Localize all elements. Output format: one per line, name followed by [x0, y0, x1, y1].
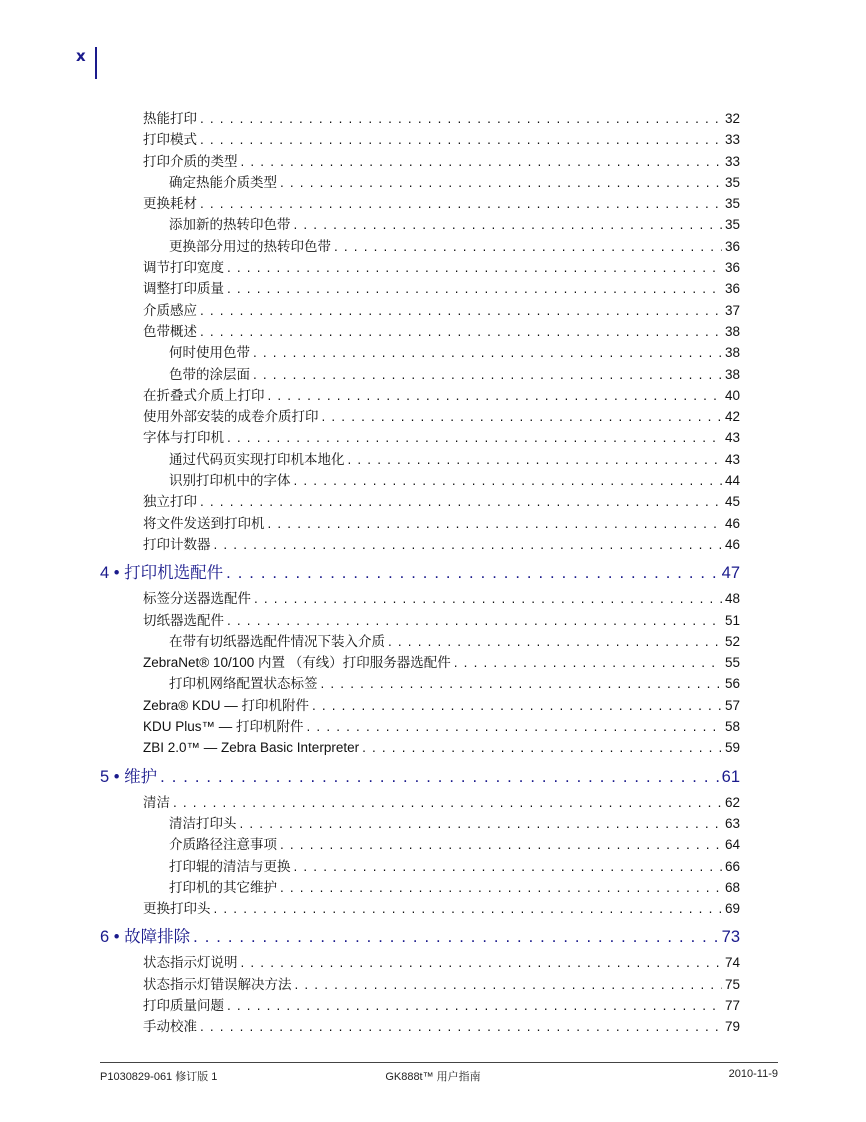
- toc-leader-dots: [200, 491, 722, 512]
- toc-entry-title: 识别打印机中的字体: [169, 473, 291, 489]
- toc-entry-title: 打印计数器: [143, 536, 211, 552]
- toc-entry-page: 73: [721, 928, 740, 947]
- toc-leader-dots: [454, 652, 722, 673]
- toc-leader-dots: [322, 406, 722, 427]
- toc-entry[interactable]: [100, 129, 740, 150]
- toc-entry-page: 48: [724, 591, 740, 607]
- toc-entry-title: ZebraNet® 10/100 内置 （有线）打印服务器选配件: [143, 655, 451, 671]
- toc-entry-title: 5 • 维护: [100, 767, 158, 786]
- toc-entry-title: 手动校准: [143, 1019, 197, 1035]
- toc-entry-page: 59: [724, 740, 740, 756]
- toc-entry-title: 通过代码页实现打印机本地化: [169, 451, 345, 467]
- toc-entry[interactable]: [100, 737, 740, 758]
- toc-entry-page: 57: [724, 697, 740, 713]
- toc-entry-title: 在折叠式介质上打印: [143, 387, 265, 403]
- toc-entry-page: 68: [724, 879, 740, 895]
- toc-entry[interactable]: [100, 856, 740, 877]
- toc-entry-page: 79: [724, 1019, 740, 1035]
- toc-entry-title: 介质感应: [143, 302, 197, 318]
- toc-entry[interactable]: [100, 898, 740, 919]
- toc-leader-dots: [294, 856, 722, 877]
- toc-entry-page: 38: [724, 345, 740, 361]
- toc-entry[interactable]: [100, 385, 740, 406]
- toc-leader-dots: [200, 129, 722, 150]
- toc-entry-page: 42: [724, 409, 740, 425]
- toc-entry-title: 添加新的热转印色带: [169, 217, 291, 233]
- toc-entry[interactable]: [100, 952, 740, 973]
- toc-entry-title: 清洁打印头: [169, 815, 237, 831]
- toc-entry-page: 56: [724, 676, 740, 692]
- toc-entry[interactable]: [100, 491, 740, 512]
- toc-entry-title: 打印介质的类型: [143, 153, 238, 169]
- toc-entry-title: 6 • 故障排除: [100, 928, 191, 947]
- toc-entry-title: 热能打印: [143, 111, 197, 126]
- toc-entry-title: 色带的涂层面: [169, 366, 250, 382]
- toc-entry[interactable]: [100, 470, 740, 491]
- toc-entry-title: 状态指示灯错误解决方法: [143, 976, 292, 992]
- toc-entry-title: 确定热能介质类型: [169, 174, 277, 190]
- toc-entry-title: 在带有切纸器选配件情况下装入介质: [169, 633, 385, 649]
- toc-entry-title: 更换部分用过的热转印色带: [169, 238, 331, 254]
- toc-entry[interactable]: [100, 974, 740, 995]
- toc-entry-page: 35: [724, 196, 740, 212]
- toc-entry[interactable]: [100, 257, 740, 278]
- toc-entry-title: ZBI 2.0™ — Zebra Basic Interpreter: [143, 740, 360, 756]
- toc-leader-dots: [307, 716, 722, 737]
- toc-entry-title: Zebra® KDU — 打印机附件: [143, 697, 309, 713]
- toc-entry-title: 切纸器选配件: [143, 612, 224, 628]
- toc-leader-dots: [254, 588, 722, 609]
- toc-entry[interactable]: [100, 534, 740, 555]
- toc-leader-dots: [388, 631, 722, 652]
- toc-entry-title: 介质路径注意事项: [169, 837, 277, 853]
- toc-leader-dots: [200, 1016, 722, 1037]
- toc-entry-page: 66: [724, 858, 740, 874]
- toc-leader-dots: [241, 952, 722, 973]
- toc-entry[interactable]: [100, 321, 740, 342]
- footer-date: 2010-11-9: [728, 1068, 778, 1080]
- toc-entry-page: 69: [724, 901, 740, 917]
- toc-entry[interactable]: [100, 877, 740, 898]
- toc-entry-page: 33: [724, 132, 740, 148]
- toc-entry-page: 35: [724, 217, 740, 233]
- toc-entry[interactable]: [100, 108, 740, 129]
- toc-leader-dots: [241, 151, 722, 172]
- toc-entry-title: 打印机的其它维护: [169, 879, 277, 895]
- toc-entry-page: 35: [724, 174, 740, 190]
- toc-leader-dots: [173, 792, 722, 813]
- page-number: x: [76, 47, 86, 65]
- toc-leader-dots: [227, 427, 722, 448]
- toc-chapter-entry[interactable]: [100, 767, 740, 788]
- toc-entry-page: 74: [724, 955, 740, 971]
- toc-entry-page: 36: [724, 281, 740, 297]
- toc-entry[interactable]: [100, 513, 740, 534]
- toc-entry-title: KDU Plus™ — 打印机附件: [143, 719, 304, 735]
- toc-entry-page: 36: [724, 260, 740, 276]
- toc-entry[interactable]: [100, 236, 740, 257]
- toc-entry[interactable]: [100, 172, 740, 193]
- toc-entry[interactable]: [100, 995, 740, 1016]
- toc-entry-page: 45: [724, 494, 740, 510]
- toc-entry-page: 43: [724, 451, 740, 467]
- toc-entry[interactable]: [100, 193, 740, 214]
- toc-leader-dots: [160, 767, 719, 788]
- toc-entry-title: 4 • 打印机选配件: [100, 564, 224, 583]
- toc-entry-title: 何时使用色带: [169, 345, 250, 361]
- toc-leader-dots: [214, 898, 722, 919]
- footer-title: GK888t™ 用户指南: [385, 1071, 481, 1083]
- toc-entry[interactable]: [100, 278, 740, 299]
- toc-leader-dots: [227, 995, 722, 1016]
- toc-entry-page: 38: [724, 323, 740, 339]
- toc-entry[interactable]: [100, 673, 740, 694]
- toc-entry-title: 打印质量问题: [143, 997, 224, 1013]
- toc-leader-dots: [200, 108, 722, 129]
- toc-entry-page: 63: [724, 815, 740, 831]
- toc-leader-dots: [268, 385, 722, 406]
- toc-entry-title: 将文件发送到打印机: [143, 515, 265, 531]
- toc-entry-page: 77: [724, 997, 740, 1013]
- toc-entry-page: 61: [721, 767, 740, 786]
- toc-entry-title: 状态指示灯说明: [143, 955, 238, 971]
- toc-leader-dots: [240, 813, 722, 834]
- toc-leader-dots: [312, 695, 722, 716]
- toc-entry[interactable]: [100, 406, 740, 427]
- toc-leader-dots: [280, 172, 722, 193]
- toc-leader-dots: [193, 927, 719, 948]
- toc-entry-title: 调节打印宽度: [143, 260, 224, 276]
- table-of-contents: [100, 108, 740, 1038]
- toc-entry-title: 字体与打印机: [143, 430, 224, 446]
- toc-entry-page: 62: [724, 794, 740, 810]
- toc-leader-dots: [280, 877, 722, 898]
- footer-rule: [100, 1062, 778, 1063]
- toc-leader-dots: [295, 974, 722, 995]
- toc-entry-title: 打印机网络配置状态标签: [169, 676, 318, 692]
- toc-entry-page: 51: [724, 612, 740, 628]
- toc-entry[interactable]: [100, 151, 740, 172]
- toc-leader-dots: [334, 236, 722, 257]
- toc-leader-dots: [227, 257, 722, 278]
- toc-entry[interactable]: [100, 631, 740, 652]
- toc-entry-page: 33: [724, 153, 740, 169]
- toc-entry[interactable]: [100, 716, 740, 737]
- toc-leader-dots: [200, 300, 722, 321]
- toc-entry-page: 38: [724, 366, 740, 382]
- toc-entry[interactable]: [100, 834, 740, 855]
- toc-entry[interactable]: [100, 214, 740, 235]
- toc-entry[interactable]: [100, 813, 740, 834]
- toc-entry-page: 75: [724, 976, 740, 992]
- toc-entry[interactable]: [100, 588, 740, 609]
- toc-leader-dots: [268, 513, 722, 534]
- toc-entry[interactable]: [100, 652, 740, 673]
- toc-entry-title: 使用外部安装的成卷介质打印: [143, 409, 319, 425]
- toc-leader-dots: [294, 214, 722, 235]
- toc-leader-dots: [226, 563, 719, 584]
- toc-leader-dots: [200, 193, 722, 214]
- toc-entry-page: 32: [724, 111, 740, 126]
- toc-entry[interactable]: [100, 1016, 740, 1037]
- toc-leader-dots: [200, 321, 722, 342]
- toc-entry[interactable]: [100, 610, 740, 631]
- toc-entry-title: 标签分送器选配件: [143, 591, 251, 607]
- toc-entry-title: 清洁: [143, 794, 170, 810]
- toc-entry-title: 调整打印质量: [143, 281, 224, 297]
- toc-entry[interactable]: [100, 300, 740, 321]
- footer-document-id: P1030829-061 修订版 1: [100, 1071, 218, 1083]
- toc-entry-page: 40: [724, 387, 740, 403]
- toc-entry-page: 36: [724, 238, 740, 254]
- toc-entry-title: 更换打印头: [143, 901, 211, 917]
- toc-entry-title: 更换耗材: [143, 196, 197, 212]
- toc-entry-page: 64: [724, 837, 740, 853]
- toc-chapter-entry[interactable]: [100, 927, 740, 948]
- toc-leader-dots: [214, 534, 722, 555]
- toc-entry[interactable]: [100, 342, 740, 363]
- toc-entry-page: 37: [724, 302, 740, 318]
- toc-entry-page: 46: [724, 536, 740, 552]
- toc-entry-page: 55: [724, 655, 740, 671]
- toc-chapter-entry[interactable]: [100, 563, 740, 584]
- toc-leader-dots: [294, 470, 722, 491]
- toc-leader-dots: [253, 342, 722, 363]
- toc-entry-page: 47: [721, 564, 740, 583]
- toc-entry-page: 44: [724, 473, 740, 489]
- toc-entry[interactable]: [100, 695, 740, 716]
- toc-entry-page: 46: [724, 515, 740, 531]
- toc-entry-title: 色带概述: [143, 323, 197, 339]
- toc-entry[interactable]: [100, 792, 740, 813]
- toc-entry-title: 打印辊的清洁与更换: [169, 858, 291, 874]
- toc-leader-dots: [348, 449, 722, 470]
- toc-entry-page: 52: [724, 633, 740, 649]
- toc-entry[interactable]: [100, 364, 740, 385]
- toc-entry-page: 58: [724, 719, 740, 735]
- toc-leader-dots: [280, 834, 722, 855]
- toc-leader-dots: [227, 610, 722, 631]
- toc-leader-dots: [362, 737, 722, 758]
- toc-entry-title: 独立打印: [143, 494, 197, 510]
- toc-entry-page: 43: [724, 430, 740, 446]
- toc-leader-dots: [253, 364, 722, 385]
- toc-leader-dots: [321, 673, 722, 694]
- toc-leader-dots: [227, 278, 722, 299]
- toc-entry-title: 打印模式: [143, 132, 197, 148]
- toc-entry[interactable]: [100, 449, 740, 470]
- page-number-bar: [95, 47, 97, 79]
- toc-entry[interactable]: [100, 427, 740, 448]
